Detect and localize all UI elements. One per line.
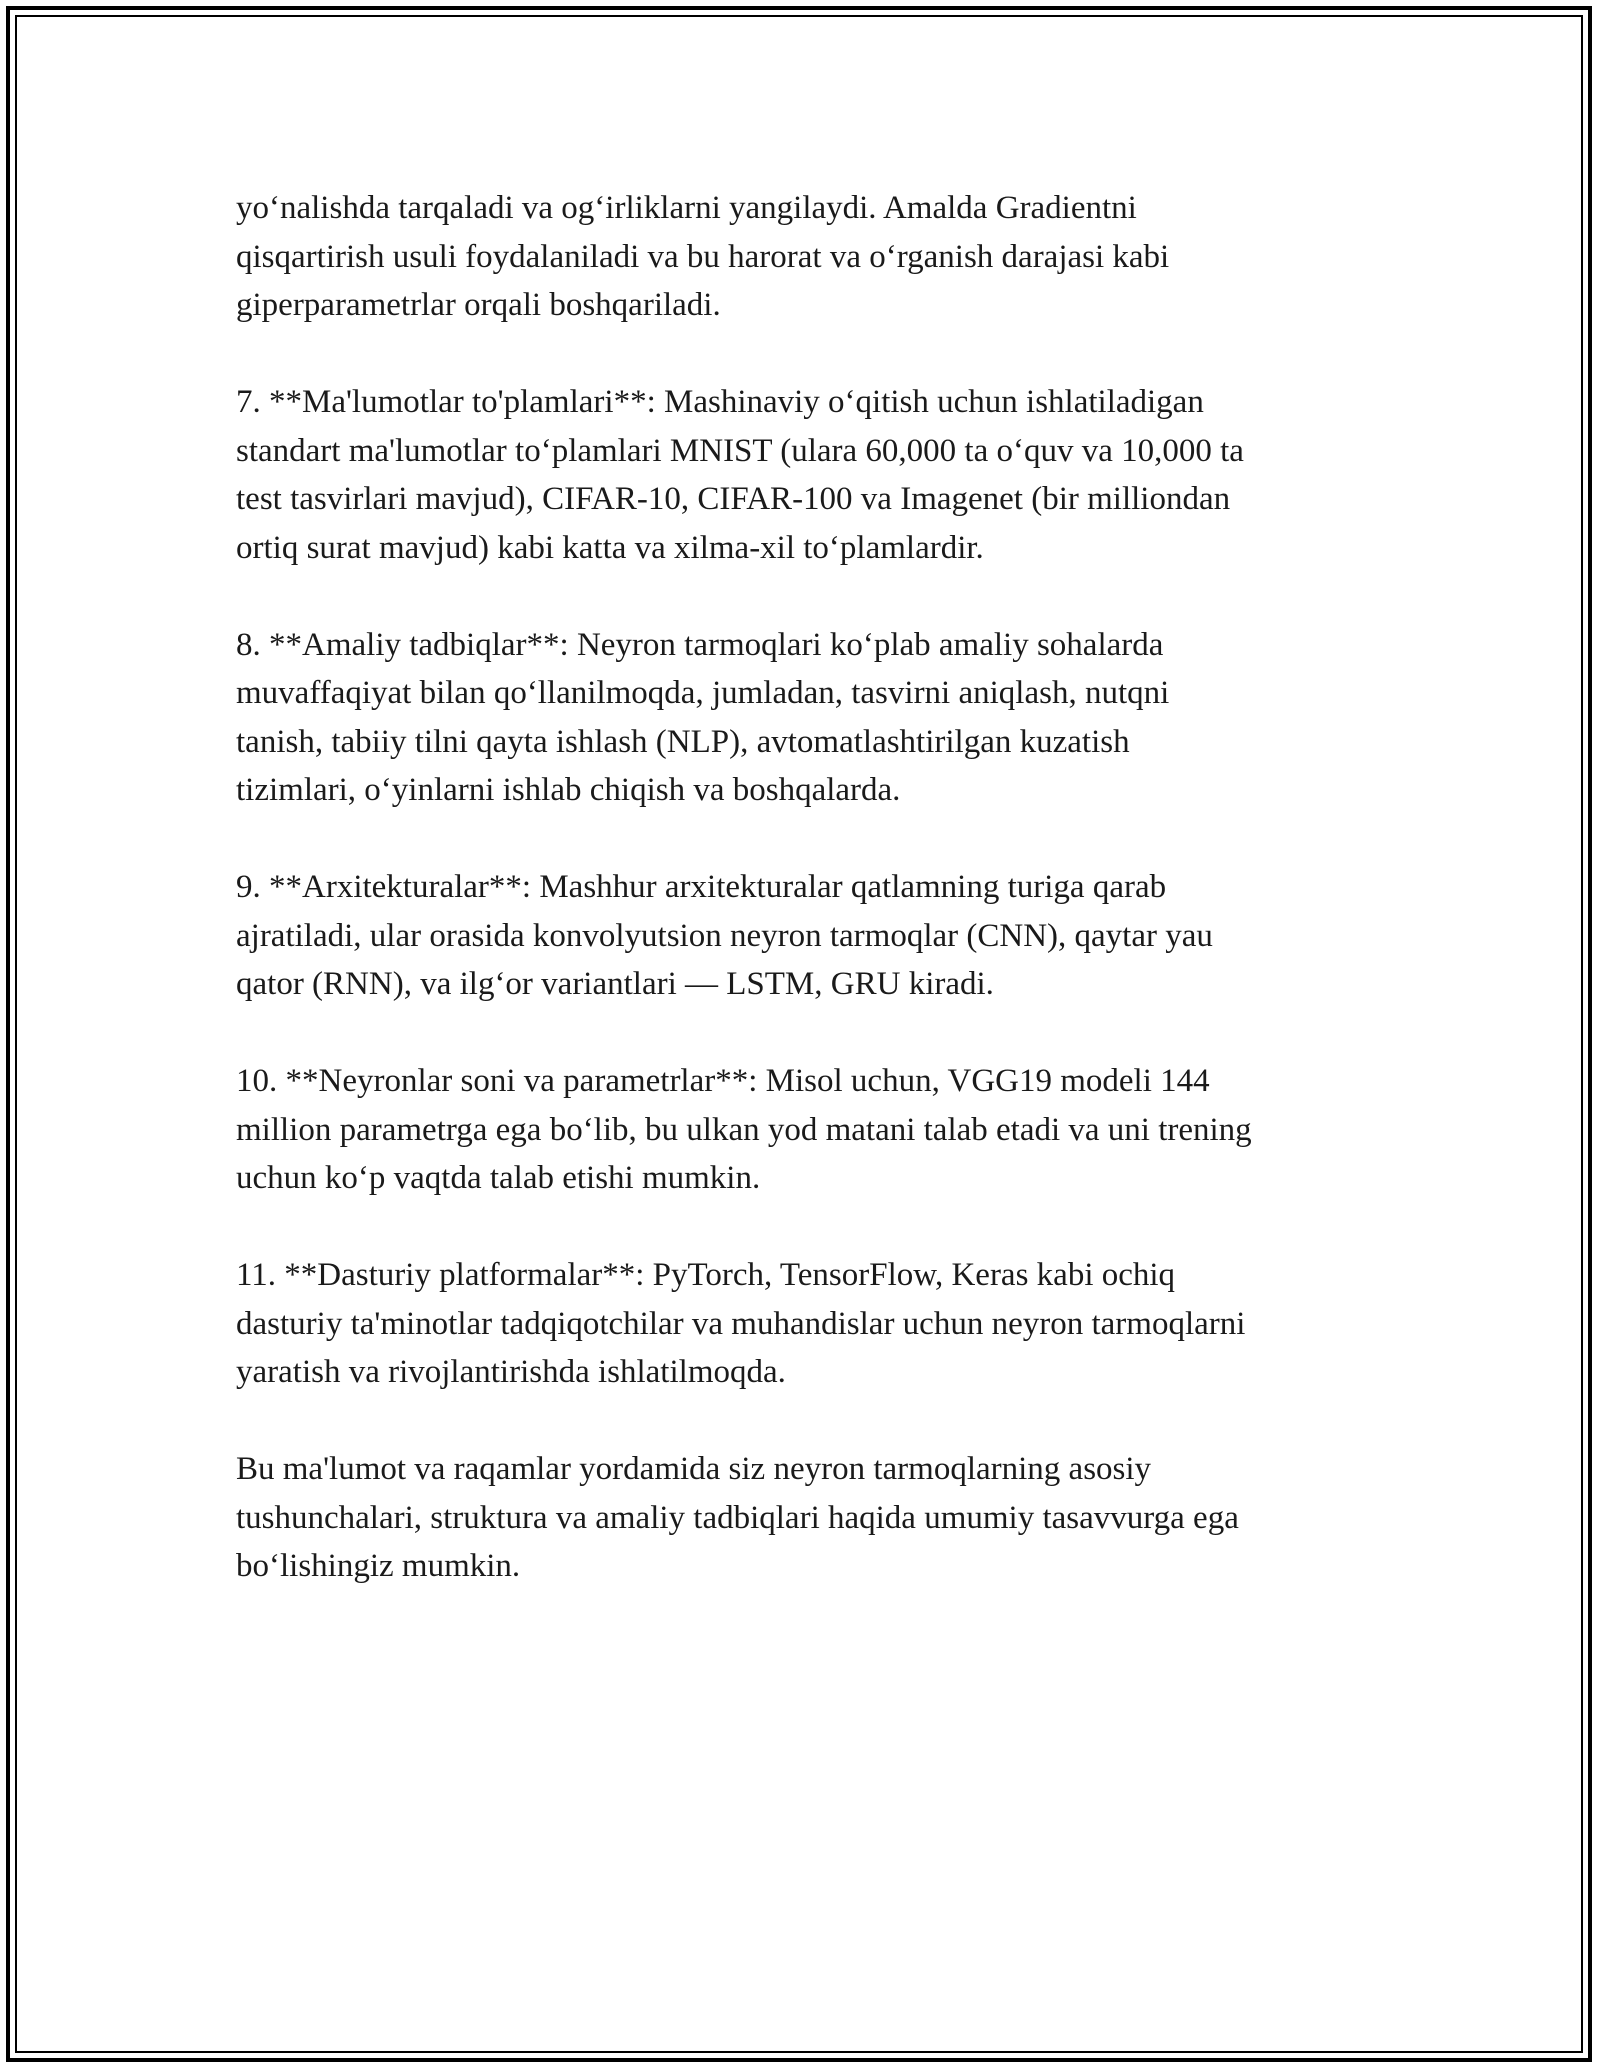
- paragraph-neurons-parameters: 10. **Neyronlar soni va parametrlar**: Misol uchun, VGG19 modeli 144 million parametrga ega bo‘lib, bu ulkan yod matani talab etadi va uni trening uchun ko‘p vaqtda talab etishi mumkin.: [236, 1063, 1252, 1196]
- document-body: [236, 184, 1386, 1639]
- paragraph-architectures: 9. **Arxitekturalar**: Mashhur arxitekturalar qatlamning turiga qarab ajratiladi, ular orasida konvolyutsion neyron tarmoqlar (CNN), qaytar yau qator (RNN), va ilg‘or variantlari — LSTM, GRU kiradi.: [236, 869, 1213, 1002]
- paragraph-conclusion: Bu ma'lumot va raqamlar yordamida siz neyron tarmoqlarning asosiy tushunchalari, struktura va amaliy tadbiqlari haqida umumiy tasavvurga ega bo‘lishingiz mumkin.: [236, 1451, 1239, 1584]
- paragraph-software-platforms: 11. **Dasturiy platformalar**: PyTorch, TensorFlow, Keras kabi ochiq dasturiy ta'minotlar tadqiqotchilar va muhandislar uchun neyron tarmoqlarni yaratish va rivojlantirishda ishlatilmoqda.: [236, 1257, 1246, 1390]
- paragraph-datasets: 7. **Ma'lumotlar to'plamlari**: Mashinaviy o‘qitish uchun ishlatiladigan standart ma'lumotlar to‘plamlari MNIST (ulara 60,000 ta o‘quv va 10,000 ta test tasvirlari mavjud), CIFAR-10, CIFAR-100 va Imagenet (bir milliondan ortiq surat mavjud) kabi katta va xilma-xil to‘plamlardir.: [236, 384, 1244, 566]
- paragraph-applications: 8. **Amaliy tadbiqlar**: Neyron tarmoqlari ko‘plab amaliy sohalarda muvaffaqiyat bilan qo‘llanilmoqda, jumladan, tasvirni aniqlash, nutqni tanish, tabiiy tilni qayta ishlash (NLP), avtomatlashtirilgan kuzatish tizimlari, o‘yinlarni ishlab chiqish va boshqalarda.: [236, 626, 1170, 808]
- paragraph-backpropagation-continuation: yo‘nalishda tarqaladi va og‘irliklarni yangilaydi. Amalda Gradientni qisqartirish usuli foydalaniladi va bu harorat va o‘rganish darajasi kabi giperparametrlar orqali boshqariladi.: [236, 190, 1170, 323]
